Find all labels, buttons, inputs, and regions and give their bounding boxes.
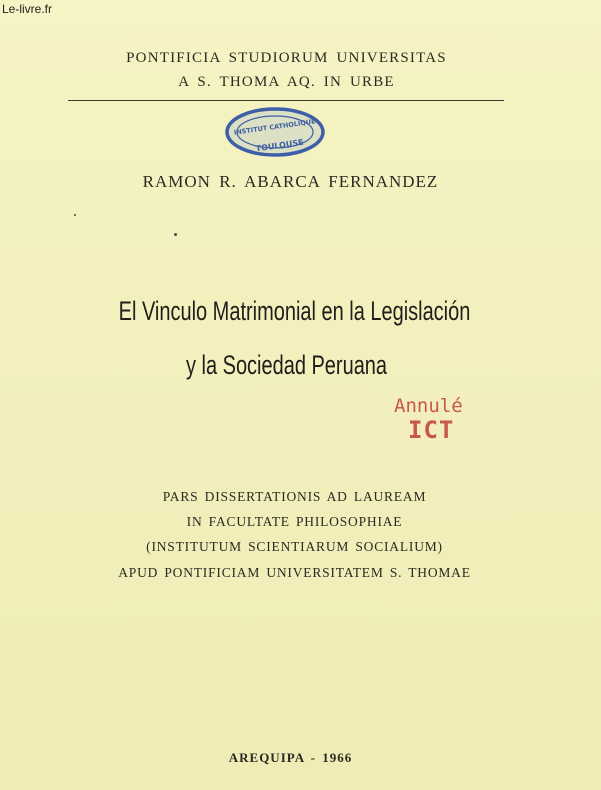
place-and-year: AREQUIPA - 1966 [228, 750, 353, 765]
header-divider [68, 100, 504, 101]
speck-mark [174, 233, 177, 236]
institution-line-2: A S. THOMA AQ. IN URBE [178, 74, 395, 90]
book-title-line-1: El Vinculo Matrimonial en la Legislación [118, 296, 471, 326]
institution-line-1: PONTIFICIA STUDIORUM UNIVERSITAS [126, 50, 447, 66]
watermark-text: Le-livre.fr [2, 2, 53, 16]
cancellation-stamp [394, 395, 463, 444]
dissertation-line-4: APUD PONTIFICIAM UNIVERSITATEM S. THOMAE [118, 565, 471, 580]
cancellation-stamp-line-1: Annulé [394, 395, 463, 417]
author-name: RAMON R. ABARCA FERNANDEZ [142, 172, 439, 191]
cancellation-stamp-line-2: ICT [408, 416, 455, 444]
speck-mark [74, 214, 76, 216]
dissertation-line-1: PARS DISSERTATIONIS AD LAUREAM [162, 489, 427, 504]
library-stamp [224, 104, 326, 158]
dissertation-line-2: IN FACULTATE PHILOSOPHIAE [186, 514, 403, 529]
book-title-line-2: y la Sociedad Peruana [185, 350, 388, 380]
dissertation-line-3: (INSTITUTUM SCIENTIARUM SOCIALIUM) [146, 539, 443, 554]
svg-text:INSTITUT CATHOLIQUE: INSTITUT CATHOLIQUE [233, 117, 317, 137]
svg-text:TOULOUSE: TOULOUSE [255, 137, 305, 154]
